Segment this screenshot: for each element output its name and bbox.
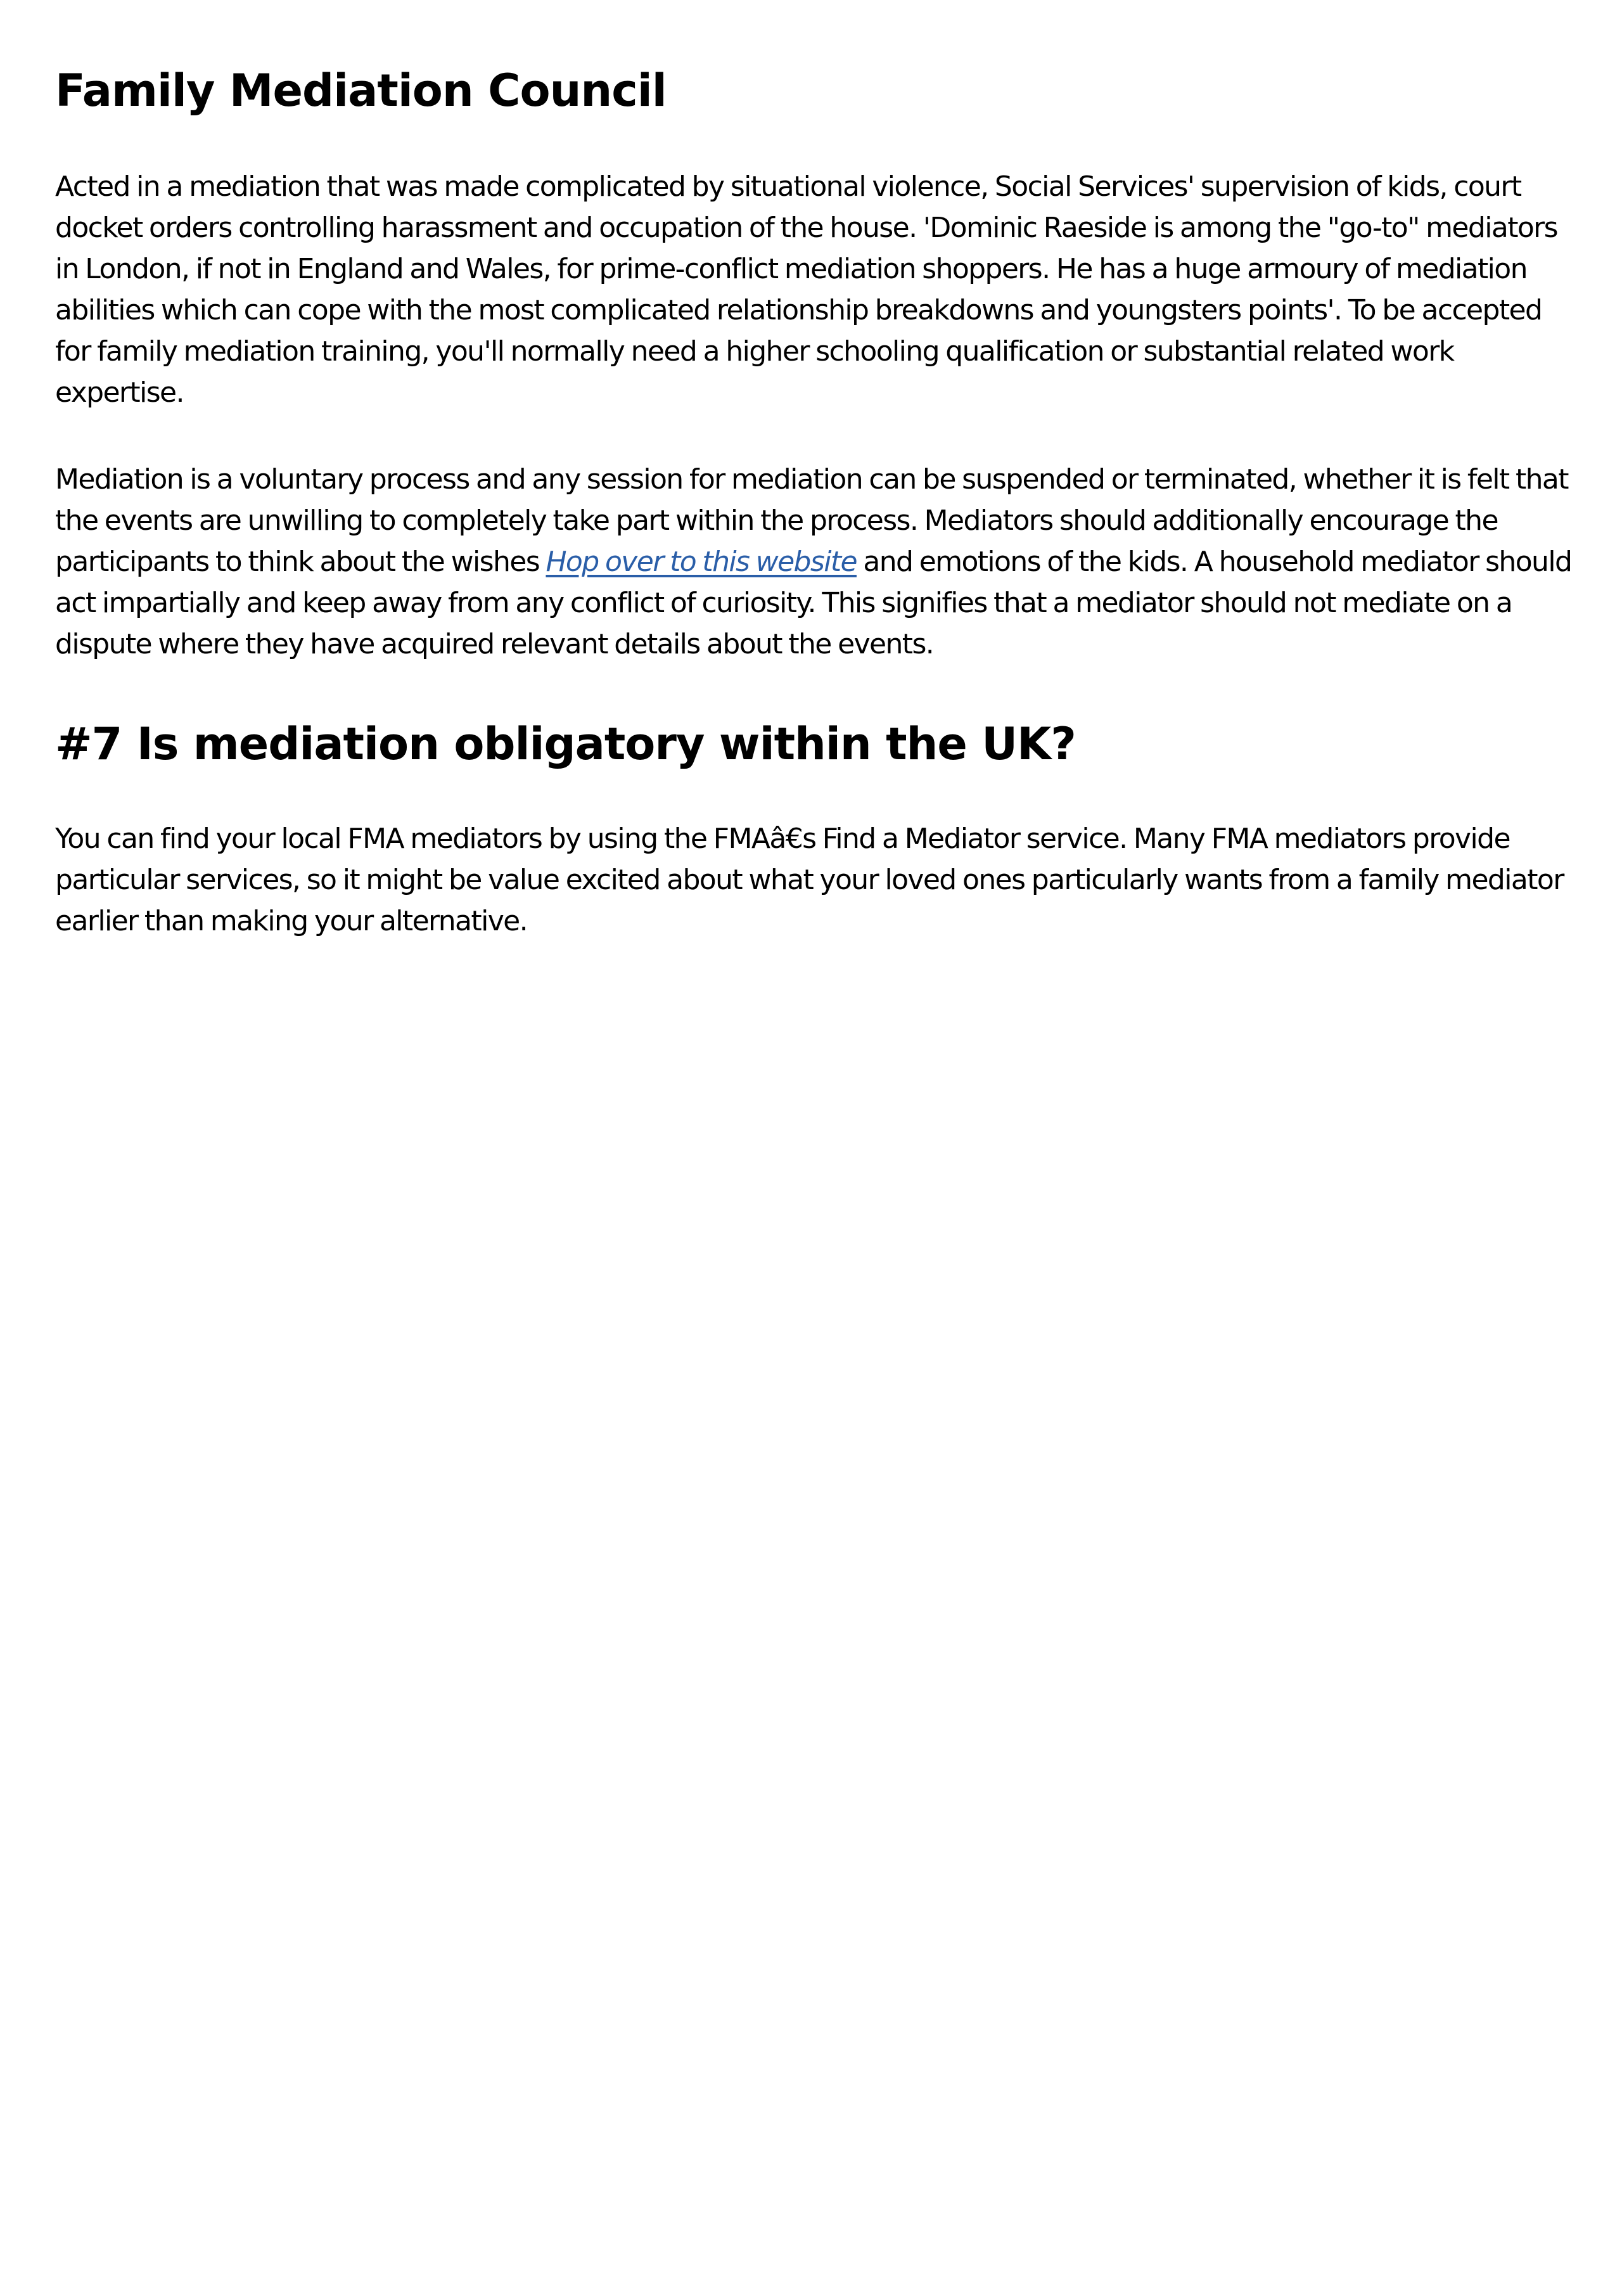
website-link[interactable]: Hop over to this website [546, 546, 857, 578]
paragraph-find-mediator: You can find your local FMA mediators by using the FMAâ€s Find a Mediator service. Many FMA mediators provide particular services, so it might be value excited about what your loved ones particularly wants from a family mediator earlier than making your alternative. [55, 823, 1564, 937]
section-heading: #7 Is mediation obligatory within the UK? [55, 718, 1076, 770]
paragraph-text-after-link: and emotions of the kids. A household mediator should act impartially and keep away from any conflict of curiosity. This signifies that a mediator should not mediate on a dispute where they have acquired relevant details about the events. [55, 546, 1572, 660]
paragraph-mediation-process [55, 459, 1576, 665]
paragraph-intro: Acted in a mediation that was made complicated by situational violence, Social Services' supervision of kids, court docket orders controlling harassment and occupation of the house. 'Dominic Raeside is among the "go-to" mediators in London, if not in England and Wales, for prime-conflict mediation shoppers. He has a huge armoury of mediation abilities which can cope with the most complicated relationship breakdowns and youngsters points'. To be accepted for family mediation training, you'll normally need a higher schooling qualification or substantial related work expertise. [55, 170, 1557, 409]
page-title: Family Mediation Council [55, 65, 667, 117]
paragraph-text-before-link: Mediation is a voluntary process and any session for mediation can be suspended or terminated, whether it is felt that the events are unwilling to completely take part within the process. Mediators should additionally encourage the participants to think about the wishes [55, 463, 1568, 578]
